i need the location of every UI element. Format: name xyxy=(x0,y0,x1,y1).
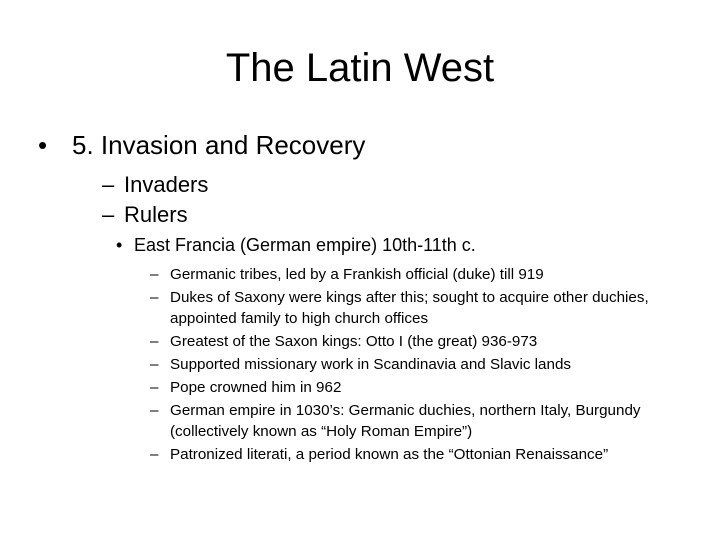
list-item-text: German empire in 1030’s: Germanic duchies, northern Italy, Burgundy (collectively known as “Holy Roman Empire”) xyxy=(170,402,641,440)
dash-icon: – xyxy=(150,379,159,396)
dash-icon: – xyxy=(150,266,159,283)
list-item-text: Germanic tribes, led by a Frankish official (duke) till 919 xyxy=(170,266,544,283)
dash-icon: – xyxy=(102,202,115,227)
bullet-icon: • xyxy=(116,235,123,255)
bullet-icon: • xyxy=(38,130,48,160)
list-item-text: Pope crowned him in 962 xyxy=(170,379,342,396)
dash-icon: – xyxy=(150,446,159,463)
list-item xyxy=(150,287,690,329)
bullet-level3-text: East Francia (German empire) 10th-11th c. xyxy=(134,235,476,255)
list-item xyxy=(150,377,690,398)
list-item xyxy=(150,354,690,375)
bullet-level1-text: 5. Invasion and Recovery xyxy=(72,130,366,160)
list-item xyxy=(150,444,690,465)
list-item-text: Patronized literati, a period known as the “Ottonian Renaissance” xyxy=(170,446,609,463)
bullet-level2-text: Rulers xyxy=(124,202,188,227)
dash-icon: – xyxy=(150,402,159,419)
list-item xyxy=(150,400,690,442)
list-item-text: Dukes of Saxony were kings after this; sought to acquire other duchies, appointed family to high church offices xyxy=(170,289,649,327)
list-item xyxy=(150,264,690,285)
sub-bullet-list xyxy=(150,264,690,467)
dash-icon: – xyxy=(150,333,159,350)
slide-title: The Latin West xyxy=(225,46,495,90)
list-item-text: Supported missionary work in Scandinavia and Slavic lands xyxy=(170,356,571,373)
list-item xyxy=(150,331,690,352)
dash-icon: – xyxy=(102,172,115,197)
dash-icon: – xyxy=(150,289,159,306)
dash-icon: – xyxy=(150,356,159,373)
bullet-level2-text: Invaders xyxy=(124,172,209,197)
list-item-text: Greatest of the Saxon kings: Otto I (the great) 936-973 xyxy=(170,333,538,350)
